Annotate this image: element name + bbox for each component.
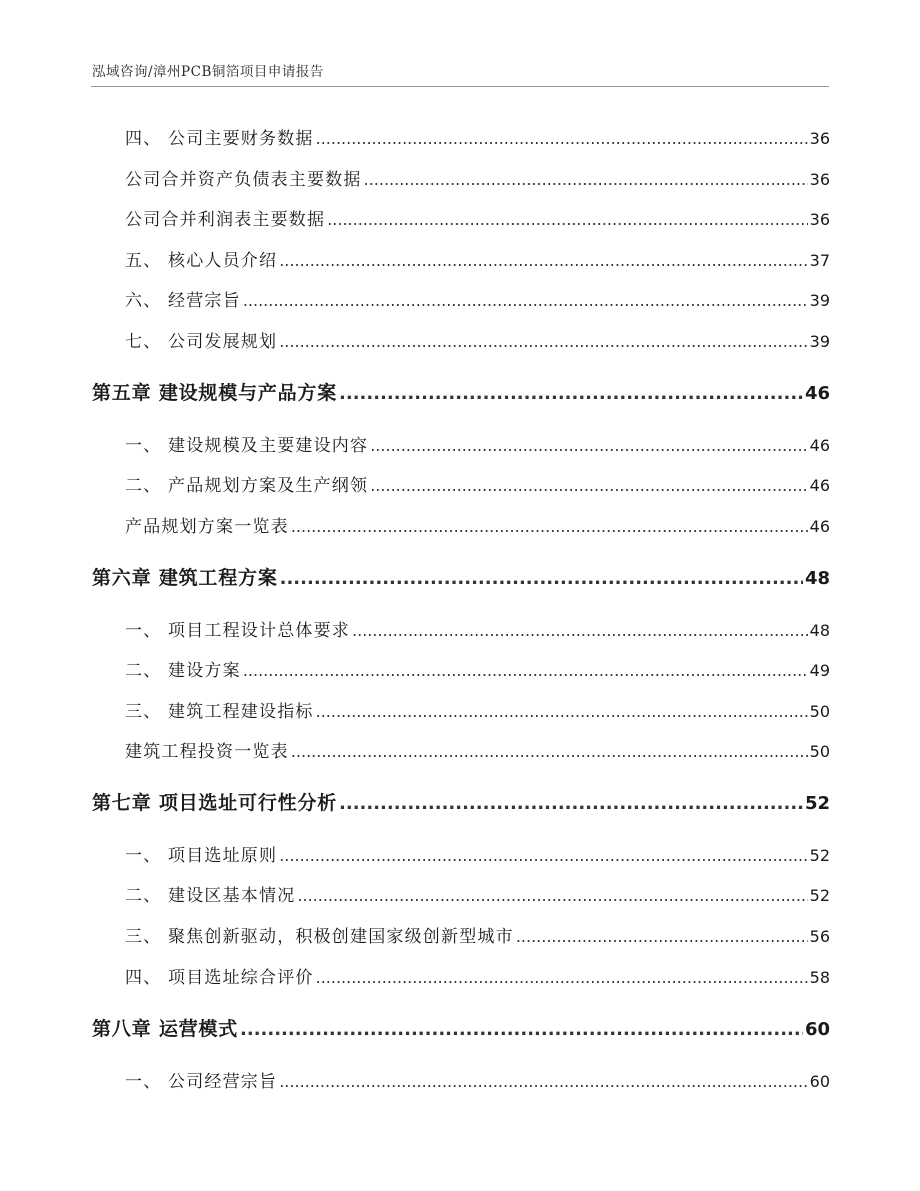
toc-entry-label: 二、 产品规划方案及生产纲领 [125,476,369,496]
toc-dot-leader [279,332,807,351]
toc-dot-leader [280,568,803,589]
toc-entry-page: 50 [809,702,830,721]
toc-entry-label: 公司合并资产负债表主要数据 [125,170,362,190]
header-rule [91,86,829,87]
toc-entry-page: 39 [809,291,830,310]
toc-entry-label: 一、 项目工程设计总体要求 [125,621,351,641]
toc-dot-leader [316,129,808,148]
toc-entry[interactable] [125,165,830,190]
toc-entry[interactable] [125,656,830,681]
toc-entry-page: 46 [804,383,830,404]
toc-dot-leader [352,621,808,640]
toc-entry[interactable] [125,841,830,866]
toc-entry[interactable] [125,327,830,352]
toc-entry-label: 六、 经营宗旨 [125,291,241,311]
toc-dot-leader [339,793,803,814]
toc-entry-label: 第五章 建设规模与产品方案 [92,382,338,404]
toc-entry[interactable] [125,881,830,906]
toc-dot-leader [516,927,808,946]
toc-entry-page: 36 [809,170,830,189]
toc-entry-label: 七、 公司发展规划 [125,332,278,352]
toc-entry-label: 三、 聚焦创新驱动，积极创建国家级创新型城市 [125,927,514,947]
toc-dot-leader [291,742,808,761]
toc-entry[interactable] [125,124,830,149]
toc-entry[interactable] [125,512,830,537]
toc-entry[interactable] [125,246,830,271]
toc-chapter-entry[interactable] [92,1014,830,1041]
toc-entry-page: 52 [804,793,830,814]
toc-entry-page: 48 [809,621,830,640]
toc-entry-label: 第六章 建筑工程方案 [92,567,278,589]
toc-entry-label: 三、 建筑工程建设指标 [125,702,314,722]
toc-entry-label: 一、 项目选址原则 [125,846,278,866]
toc-dot-leader [291,517,808,536]
toc-entry-page: 52 [809,886,830,905]
toc-entry-page: 37 [809,251,830,270]
toc-entry-label: 一、 公司经营宗旨 [125,1072,278,1092]
toc-entry-page: 60 [809,1072,830,1091]
toc-entry[interactable] [125,616,830,641]
toc-entry-page: 52 [809,846,830,865]
toc-entry-label: 五、 核心人员介绍 [125,251,278,271]
toc-entry-label: 四、 项目选址综合评价 [125,968,314,988]
toc-entry-page: 46 [809,517,830,536]
toc-entry[interactable] [125,922,830,947]
toc-dot-leader [243,291,808,310]
toc-entry-label: 第七章 项目选址可行性分析 [92,792,338,814]
toc-chapter-entry[interactable] [92,563,830,590]
toc-entry[interactable] [125,1067,830,1092]
toc-entry-page: 48 [804,568,830,589]
toc-chapter-entry[interactable] [92,788,830,815]
toc-dot-leader [240,1019,803,1040]
toc-entry-page: 36 [809,129,830,148]
toc-dot-leader [327,210,807,229]
toc-dot-leader [279,251,807,270]
toc-entry[interactable] [125,963,830,988]
toc-dot-leader [316,968,808,987]
toc-dot-leader [370,476,807,495]
toc-entry[interactable] [125,205,830,230]
toc-dot-leader [279,1072,807,1091]
toc-entry[interactable] [125,697,830,722]
toc-entry-label: 产品规划方案一览表 [125,517,289,537]
toc-entry-page: 56 [809,927,830,946]
toc-entry-label: 建筑工程投资一览表 [125,742,289,762]
toc-entry[interactable] [125,286,830,311]
toc-entry-page: 49 [809,661,830,680]
page-header: 泓域咨询/漳州PCB铜箔项目申请报告 [92,64,324,80]
toc-entry[interactable] [125,471,830,496]
toc-entry[interactable] [125,737,830,762]
toc-entry-page: 36 [809,210,830,229]
toc-entry-page: 60 [804,1019,830,1040]
toc-entry-label: 二、 建设区基本情况 [125,886,296,906]
toc-dot-leader [370,436,807,455]
toc-dot-leader [339,383,803,404]
toc-entry-page: 58 [809,968,830,987]
toc-entry-label: 第八章 运营模式 [92,1018,239,1040]
toc-dot-leader [316,702,808,721]
toc-entry-label: 四、 公司主要财务数据 [125,129,314,149]
toc-entry-label: 一、 建设规模及主要建设内容 [125,436,369,456]
toc-dot-leader [364,170,808,189]
toc-entry-page: 46 [809,436,830,455]
toc-chapter-entry[interactable] [92,378,830,405]
toc-entry-page: 50 [809,742,830,761]
toc-entry-label: 公司合并利润表主要数据 [125,210,326,230]
toc-dot-leader [279,846,807,865]
toc-dot-leader [297,886,807,905]
toc-dot-leader [243,661,808,680]
toc-entry-page: 46 [809,476,830,495]
toc-entry-label: 二、 建设方案 [125,661,241,681]
toc-entry-page: 39 [809,332,830,351]
toc-entry[interactable] [125,431,830,456]
